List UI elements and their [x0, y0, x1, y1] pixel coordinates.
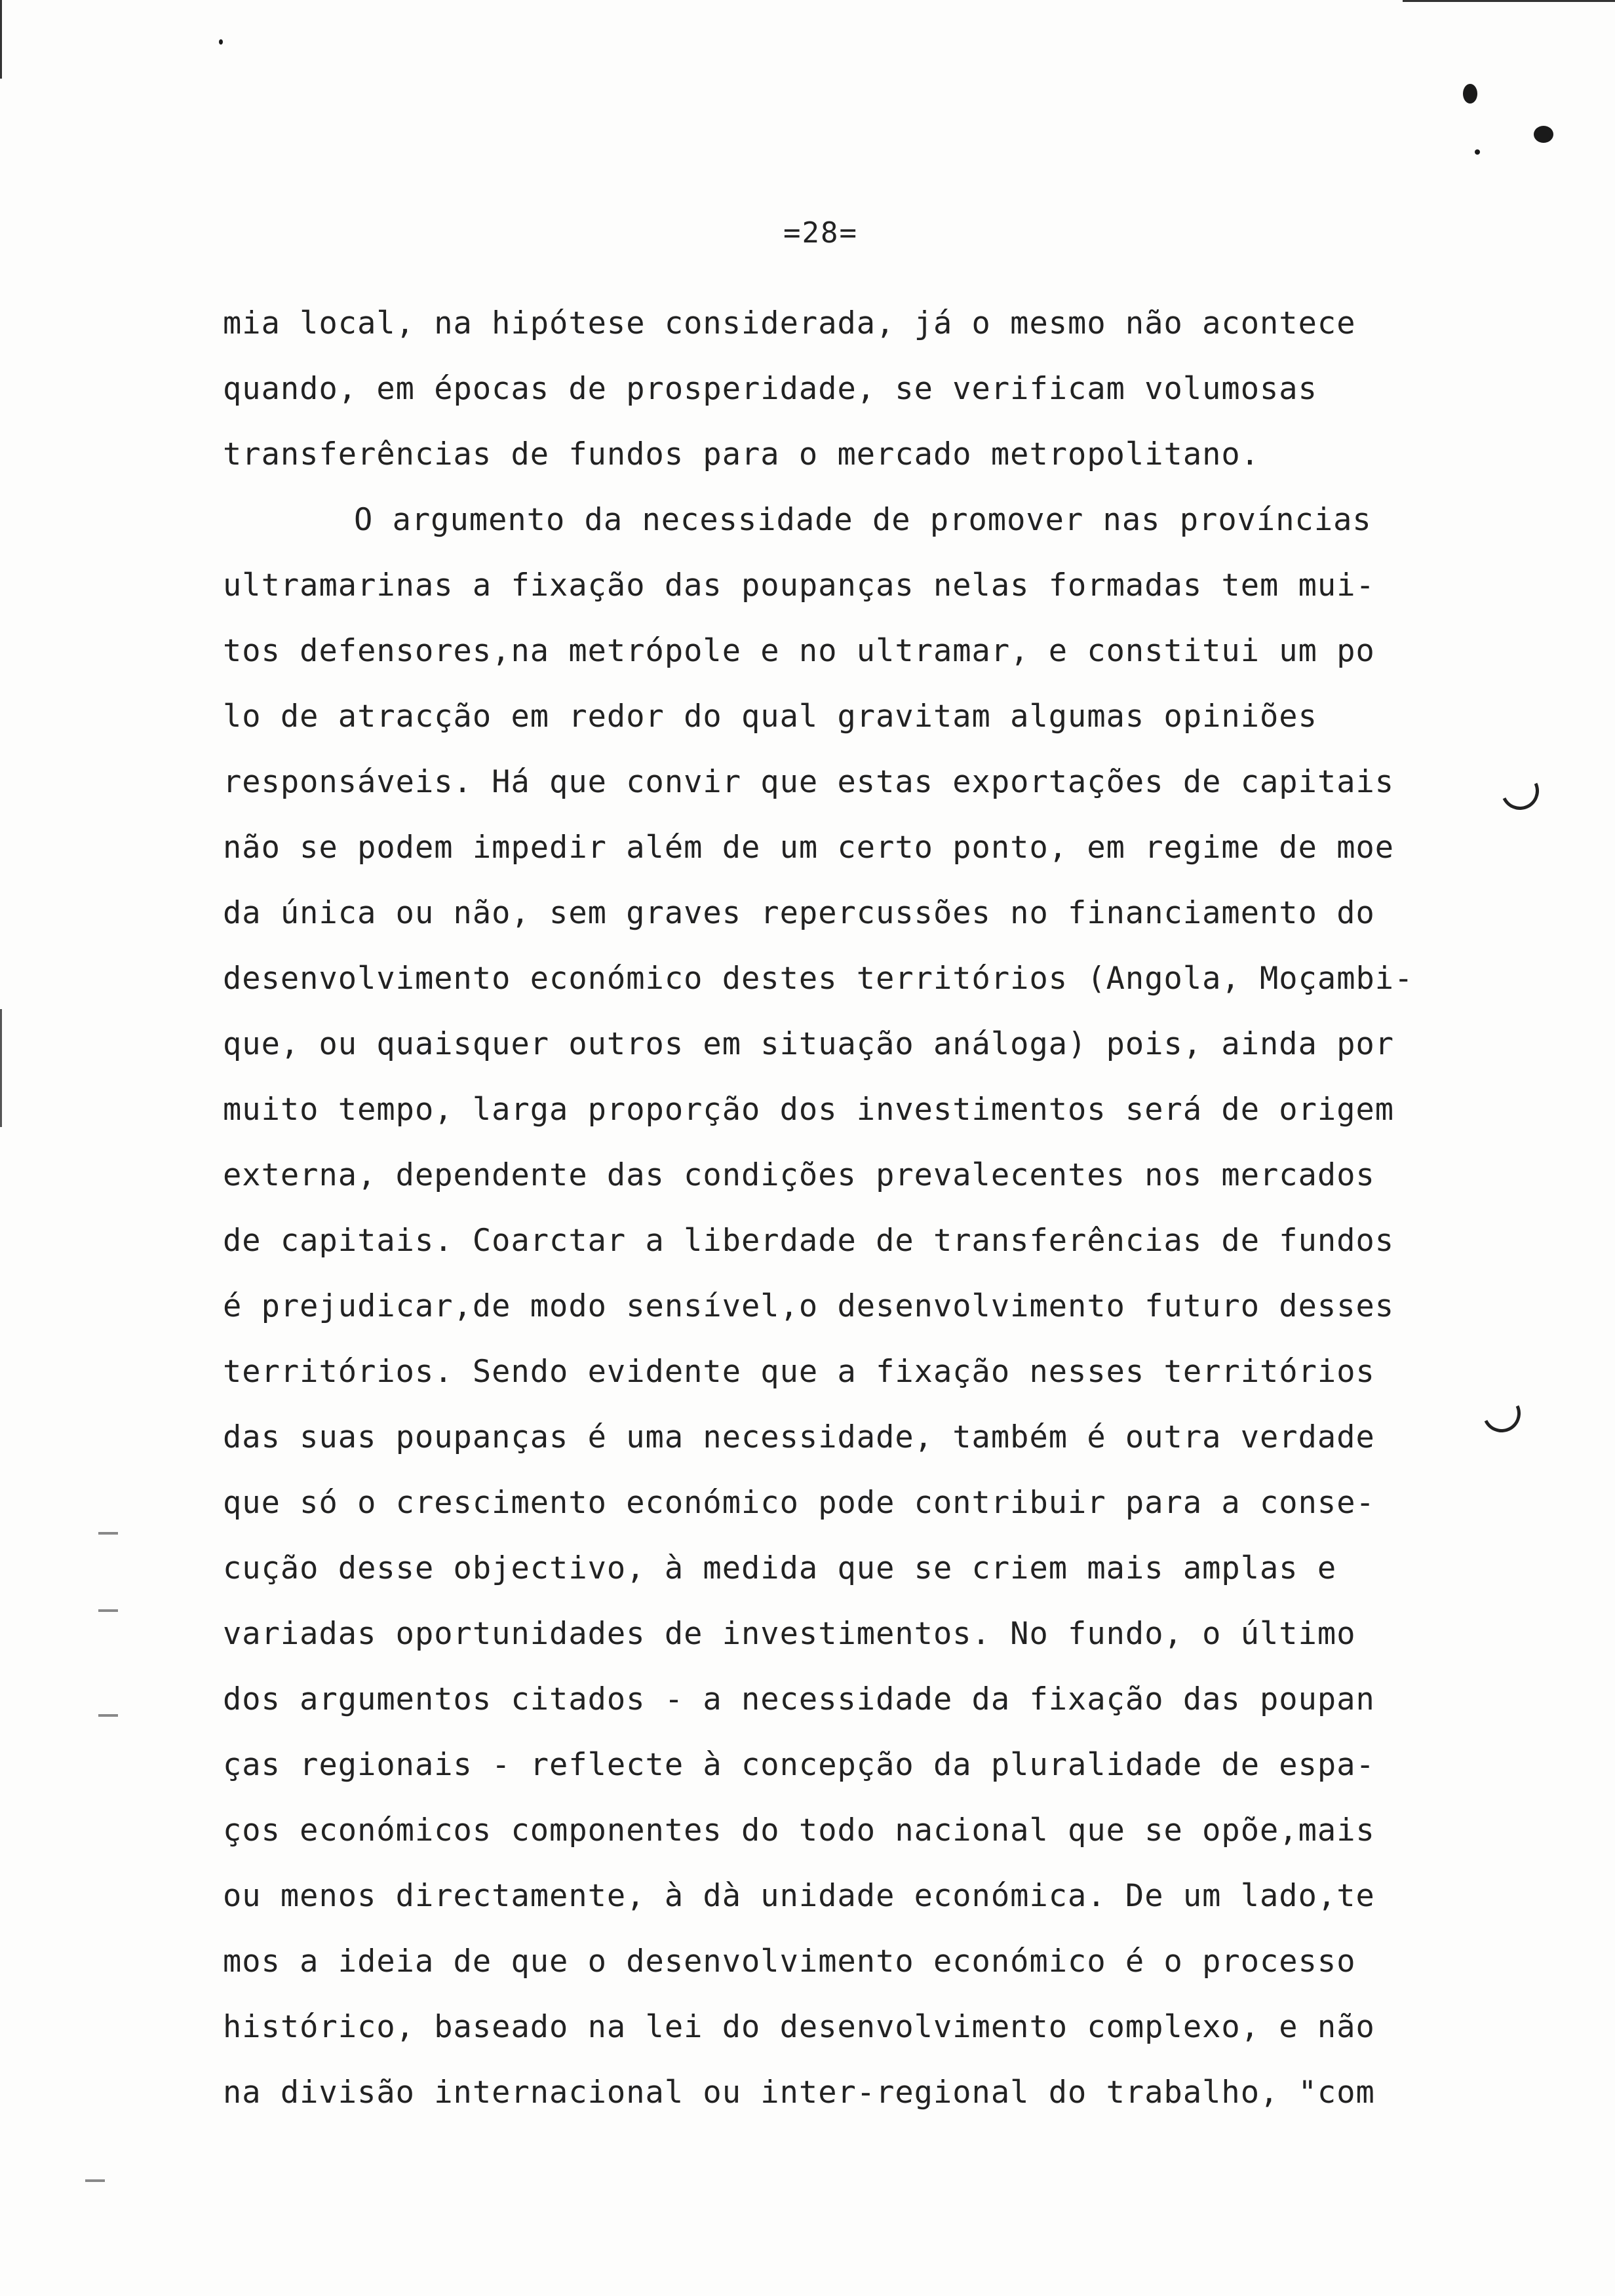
scan-edge-mark	[1403, 0, 1615, 2]
page-number: =28=	[783, 216, 858, 250]
text-line: que só o crescimento económico pode contribuir para a conse-	[223, 1485, 1375, 1521]
text-line: O argumento da necessidade de promover nas províncias	[354, 502, 1372, 538]
scan-speck	[98, 1532, 118, 1535]
text-line: ços económicos componentes do todo nacional que se opõe,mais	[223, 1812, 1375, 1848]
ink-blot	[1475, 149, 1480, 155]
text-line: é prejudicar,de modo sensível,o desenvolvimento futuro desses	[223, 1288, 1395, 1324]
text-line: de capitais. Coarctar a liberdade de transferências de fundos	[223, 1223, 1395, 1259]
text-line: cução desse objectivo, à medida que se criem mais amplas e	[223, 1550, 1337, 1586]
text-line: das suas poupanças é uma necessidade, também é outra verdade	[223, 1419, 1375, 1455]
text-line: transferências de fundos para o mercado metropolitano.	[223, 436, 1260, 472]
text-line: histórico, baseado na lei do desenvolvimento complexo, e não	[223, 2009, 1375, 2045]
ink-blot	[219, 39, 223, 45]
text-line: mos a ideia de que o desenvolvimento económico é o processo	[223, 1943, 1356, 1980]
scan-edge-mark	[0, 1009, 2, 1127]
punch-hole-mark	[1496, 767, 1544, 815]
text-line: não se podem impedir além de um certo ponto, em regime de moe	[223, 830, 1395, 866]
scan-speck	[85, 2179, 105, 2182]
text-line: que, ou quaisquer outros em situação análoga) pois, ainda por	[223, 1026, 1395, 1062]
text-line: desenvolvimento económico destes territórios (Angola, Moçambi-	[223, 961, 1414, 997]
text-line: lo de atracção em redor do qual gravitam algumas opiniões	[223, 698, 1317, 735]
text-line: responsáveis. Há que convir que estas exportações de capitais	[223, 764, 1395, 800]
text-line: tos defensores,na metrópole e no ultramar, e constitui um po	[223, 633, 1375, 669]
text-line: ultramarinas a fixação das poupanças nelas formadas tem mui-	[223, 567, 1375, 603]
text-line: mia local, na hipótese considerada, já o mesmo não acontece	[223, 305, 1356, 341]
text-line: ças regionais - reflecte à concepção da pluralidade de espa-	[223, 1747, 1375, 1783]
text-line: externa, dependente das condições prevalecentes nos mercados	[223, 1157, 1375, 1193]
scan-speck	[98, 1609, 118, 1612]
text-line: variadas oportunidades de investimentos. No fundo, o último	[223, 1616, 1356, 1652]
ink-blot	[1534, 126, 1553, 143]
punch-hole-mark	[1477, 1389, 1526, 1438]
text-line: ou menos directamente, à dà unidade económica. De um lado,te	[223, 1878, 1375, 1914]
text-line: na divisão internacional ou inter-regional do trabalho, "com	[223, 2075, 1375, 2111]
scan-edge-mark	[0, 0, 2, 79]
ink-blot	[1463, 84, 1477, 104]
text-line: territórios. Sendo evidente que a fixação nesses territórios	[223, 1354, 1375, 1390]
text-line: muito tempo, larga proporção dos investimentos será de origem	[223, 1092, 1395, 1128]
text-line: dos argumentos citados - a necessidade da fixação das poupan	[223, 1681, 1375, 1717]
text-line: da única ou não, sem graves repercussões no financiamento do	[223, 895, 1375, 931]
scan-speck	[98, 1714, 118, 1717]
text-line: quando, em épocas de prosperidade, se verificam volumosas	[223, 371, 1317, 407]
